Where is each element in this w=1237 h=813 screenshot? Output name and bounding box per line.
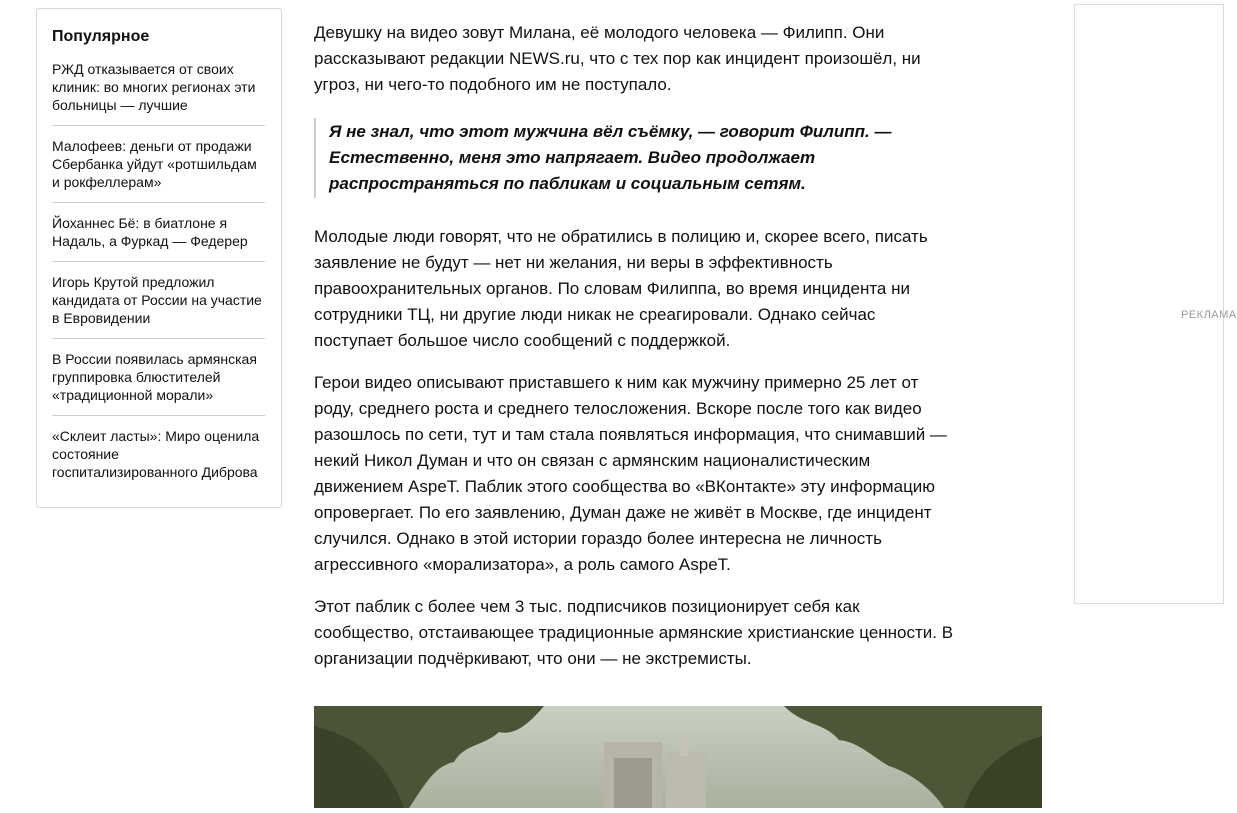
popular-item-link[interactable]: В России появилась армянская группировка блюстителей «традиционной морали» bbox=[52, 350, 265, 416]
article-quote: Я не знал, что этот мужчина вёл съёмку, — говорит Филипп. — Естественно, меня это напрягает. Видео продолжает распространяться по пабликам и социальным сетям. bbox=[314, 118, 959, 198]
article-paragraph: Девушку на видео зовут Милана, её молодого человека — Филипп. Они рассказывают редакции NEWS.ru, что с тех пор как инцидент произошёл, ни угроз, ни чего-то подобного им не поступало. bbox=[314, 23, 921, 94]
popular-item-link[interactable]: «Склеит ласты»: Миро оценила состояние госпитализированного Диброва bbox=[52, 428, 260, 480]
article-paragraph: Молодые люди говорят, что не обратились в полицию и, скорее всего, писать заявление не будут — нет ни желания, ни веры в эффективность правоохранительных органов. По словам Филиппа, во время инцидента ни сотрудники ТЦ, ни другие люди никак не среагировали. Однако сейчас поступает большое число сообщений с поддержкой. bbox=[314, 227, 928, 350]
popular-item-link[interactable]: Игорь Крутой предложил кандидата от России на участие в Евровидении bbox=[52, 273, 265, 339]
ad-banner[interactable] bbox=[1074, 4, 1224, 604]
popular-title: Популярное bbox=[52, 28, 150, 45]
popular-list bbox=[52, 60, 265, 492]
article-photo-image bbox=[314, 706, 1042, 808]
article-body bbox=[314, 20, 959, 688]
popular-item-link[interactable]: РЖД отказывается от своих клиник: во многих регионах эти больницы — лучшие bbox=[52, 60, 265, 126]
article-paragraph: Этот паблик с более чем 3 тыс. подписчиков позиционирует себя как сообщество, отстаивающее традиционные армянские христианские ценности. В организации подчёркивают, что они — не экстремисты. bbox=[314, 597, 954, 668]
popular-item-link[interactable]: Малофеев: деньги от продажи Сбербанка уйдут «ротшильдам и рокфеллерам» bbox=[52, 137, 265, 203]
popular-item-link[interactable]: Йоханнес Бё: в биатлоне я Надаль, а Фуркад — Федерер bbox=[52, 214, 265, 262]
ad-label: РЕКЛАМА bbox=[1181, 309, 1237, 321]
article-photo bbox=[314, 706, 1042, 808]
popular-sidebar bbox=[36, 8, 282, 508]
article-paragraph: Герои видео описывают приставшего к ним как мужчину примерно 25 лет от роду, среднего роста и среднего телосложения. Вскоре после того как видео разошлось по сети, тут и там стала появляться информация, что снимавший — некий Никол Думан и что он связан с армянским националистическим движением AspeT. Паблик этого сообщества во «ВКонтакте» эту информацию опровергает. По его заявлению, Думан даже не живёт в Москве, где инцидент случился. Однако в этой истории гораздо более интересна не личность агрессивного «морализатора», а роль самого AspeT. bbox=[314, 373, 947, 574]
